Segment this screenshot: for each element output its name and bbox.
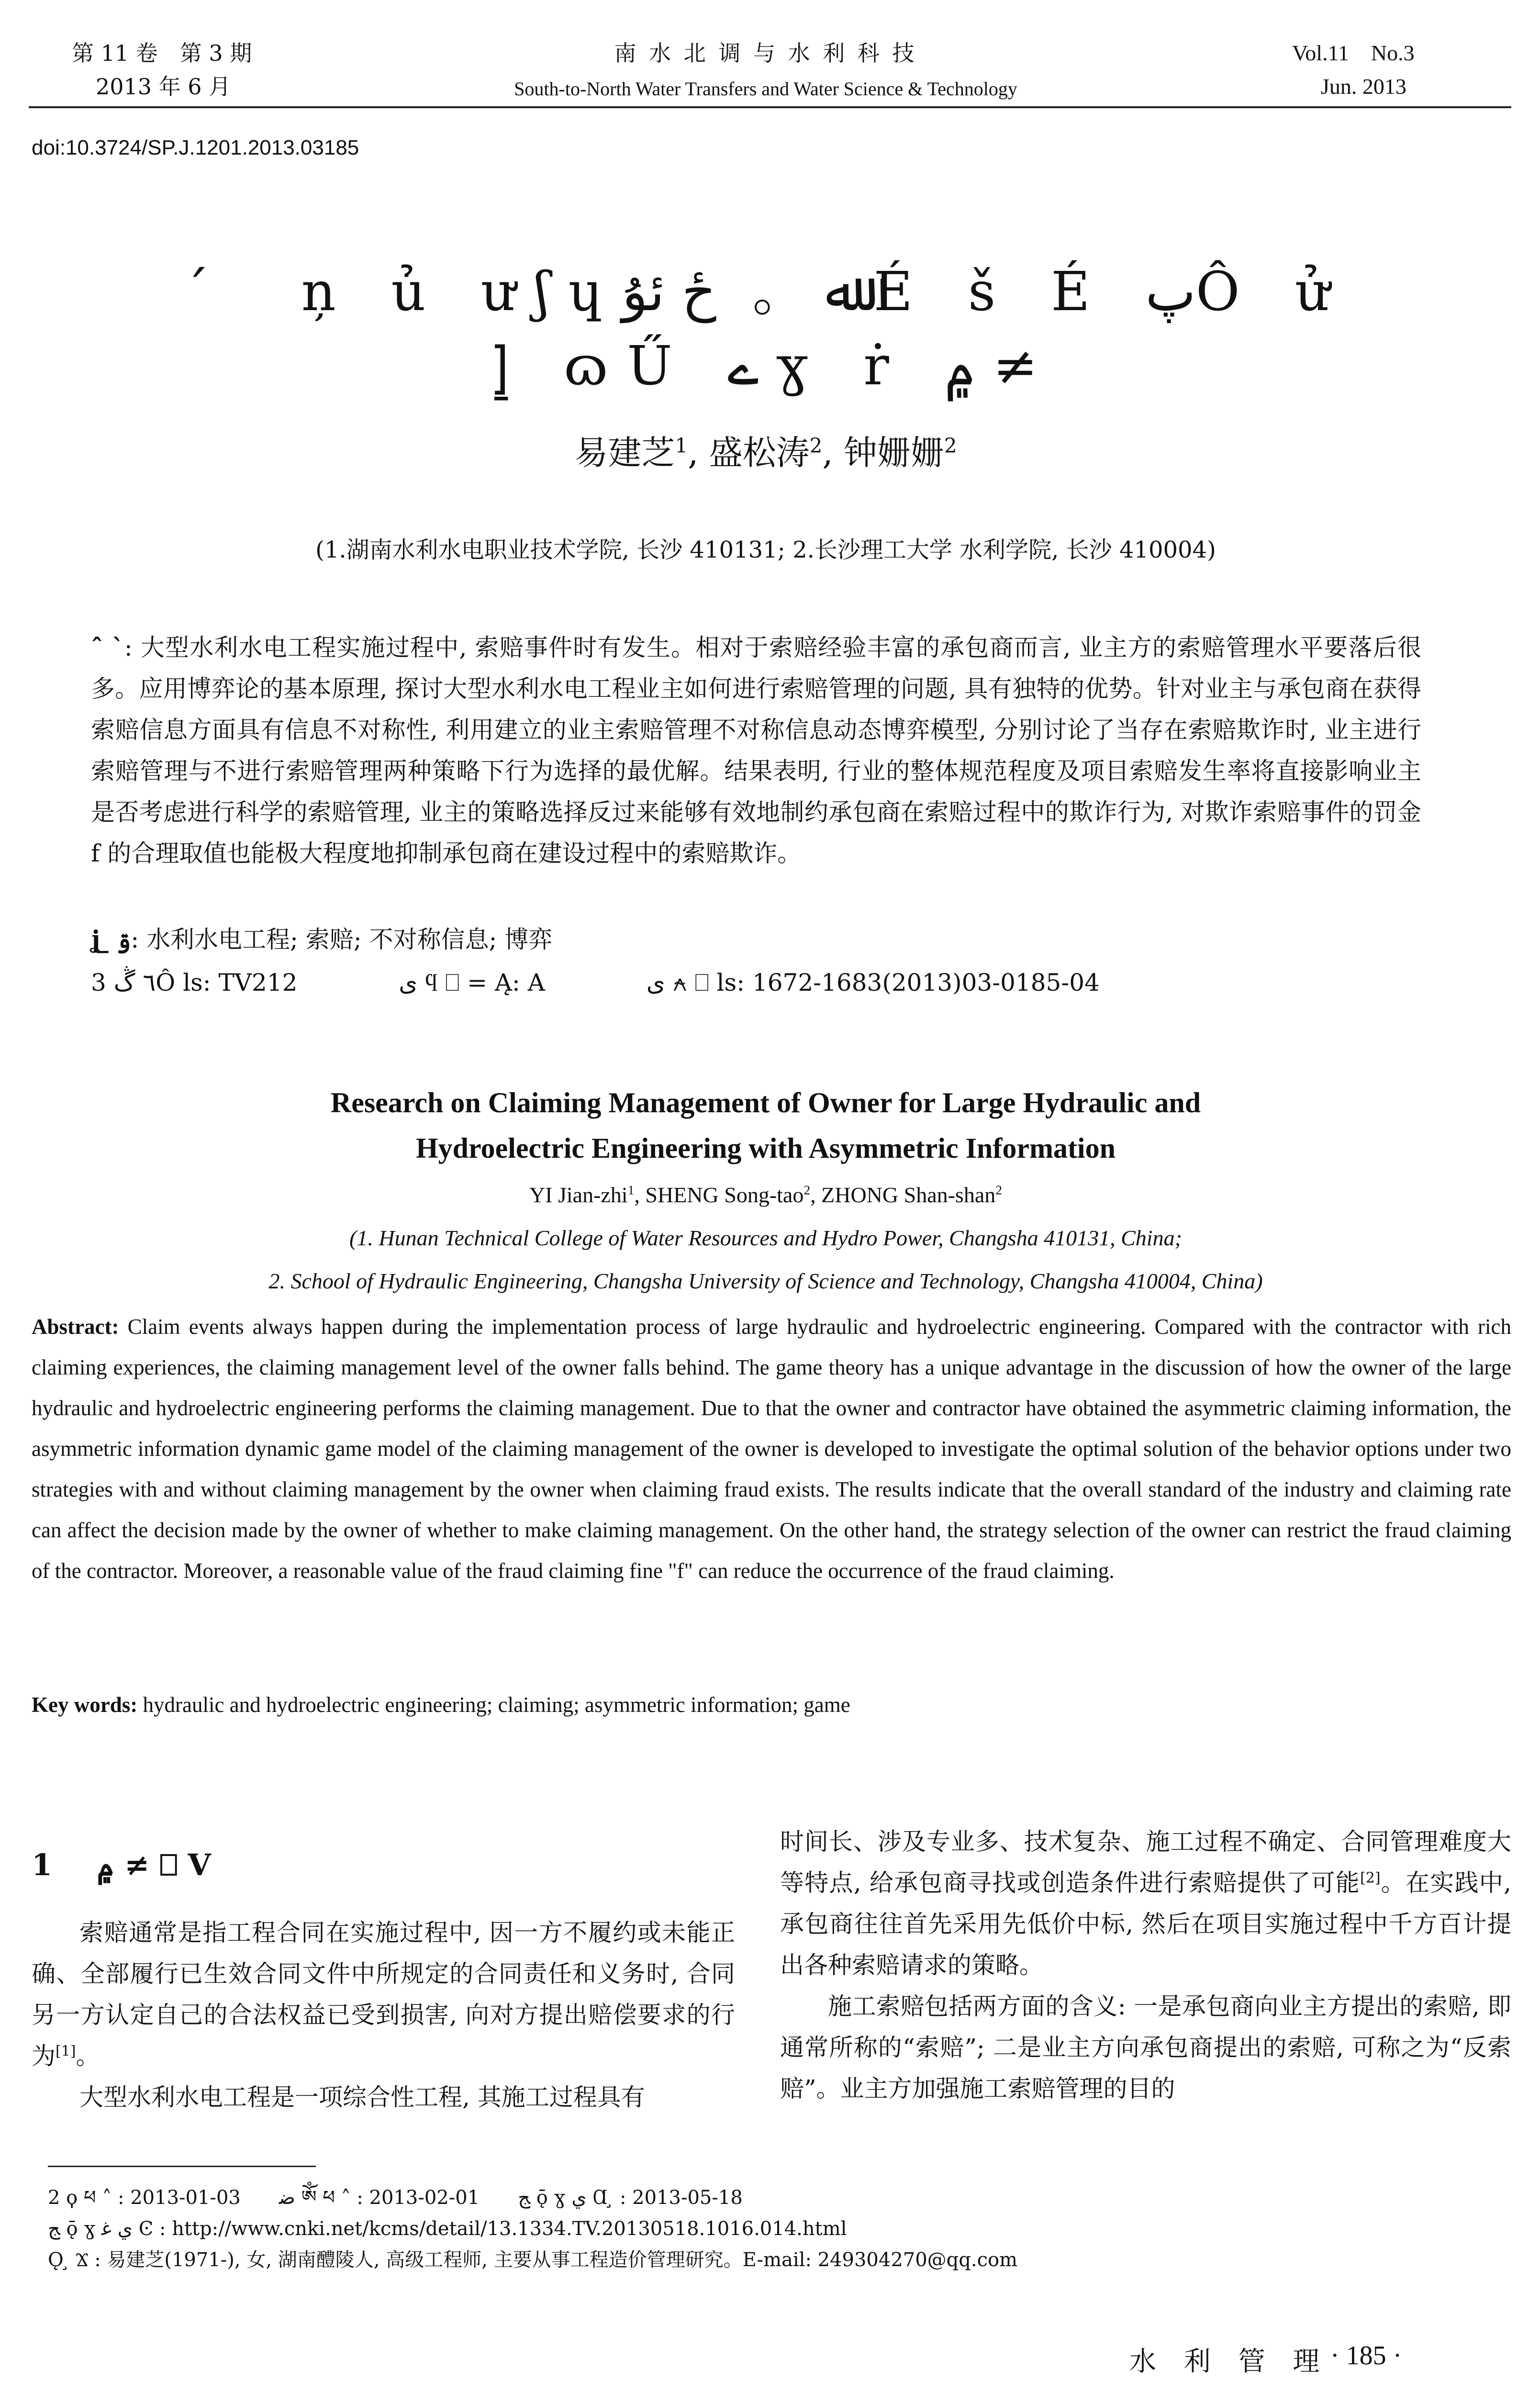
keywords-zh-text: 水利水电工程; 索赔; 不对称信息; 博弈 bbox=[146, 926, 553, 953]
doc-code-label: ی ϥ ⎕ = Ą bbox=[399, 969, 513, 996]
affiliation-zh: (1.湖南水利水电职业技术学院, 长沙 410131; 2.长沙理工大学 水利学院, 长沙 410004) bbox=[315, 537, 1216, 563]
footnote-author-bio: Ǫ ̧ Ϫ : 易建芝(1971-), 女, 湖南醴陵人, 高级工程师, 主要从事工程造价管理研究。E-mail: 249304270@qq.com bbox=[48, 2249, 1018, 2271]
header-volume-en: Vol.11 No.3 bbox=[1292, 41, 1415, 65]
author-en-2: SHENG Song-tao$^2$ bbox=[645, 1182, 811, 1207]
doc-code-value: A bbox=[527, 969, 545, 996]
clc-label: 3 ٦ ڴÔ ls bbox=[91, 969, 203, 996]
header-journal-en: South-to-North Water Transfers and Water Science & Technology bbox=[514, 78, 1017, 100]
title-zh-line1: ´ ņ ủ ưʃɥﷲ。 ځ ئۇ É š É پÔ ử bbox=[182, 261, 1349, 323]
author-zh-2: 盛松涛$^2$ bbox=[709, 433, 823, 472]
footnote-dates: 2 ϙ ཕ ˄ : 2013-01-03 ﺿ ༀ ཕ ˄ : 2013-02-01 ﺞ ǭ ɣ ي Ɑ ̧ : 2013-05-18 bbox=[48, 2187, 743, 2209]
keywords-zh-label: ʝ ̲ ۊ bbox=[91, 925, 131, 953]
clc-value: TV212 bbox=[218, 969, 298, 996]
classification-line: 3 ٦ ڴÔ ls: TV212 ی ϥ ⎕ = Ą: A ی ⍲ ⎕ ls: 1672-1683(2013)03-0185-04 bbox=[91, 969, 1100, 996]
footnote-rule bbox=[48, 2166, 316, 2167]
section-1-title: ۾ ≠ ⎕ V bbox=[97, 1847, 211, 1882]
abstract-zh-text: 大型水利水电工程实施过程中, 索赔事件时有发生。相对于索赔经验丰富的承包商而言, 业主方的索赔管理水平要落后很多。应用博弈论的基本原理, 探讨大型水利水电工程业主如何进行索赔管理的问题, 具有独特的优势。针对业主与承包商在获得索赔信息方面具有信息不对称性, 利用建立的业主索赔管理不对称信息动态博弈模型, 分别讨论了当存在索赔欺诈时, 业主进行索赔管理与不进行索赔管理两种策略下行为选择的最优解。结果表明, 行业的整体规范程度及项目索赔发生率将直接影响业主是否考虑进行科学的索赔管理, 业主的策略选择反过来能够有效地制约承包商在索赔过程中的欺诈行为, 对欺诈索赔事件的罚金 f 的合理取值也能极大程度地抑制承包商在建设过程中的索赔欺诈。 bbox=[91, 634, 1421, 867]
footnote-online-url: ﺞ ǭ ɣ ي ﻏ Ͼ : http://www.cnki.net/kcms/detail/13.1334.TV.20130518.1016.014.html bbox=[48, 2218, 847, 2240]
abstract-en bbox=[32, 1307, 1511, 1591]
article-id-value: 1672-1683(2013)03-0185-04 bbox=[752, 969, 1100, 996]
paragraph-3: 施工索赔包括两方面的含义: 一是承包商向业主方提出的索赔, 即通常所称的“索赔”; 二是业主方向承包商提出的索赔, 可称之为“反索赔”。业主方加强施工索赔管理的目的 bbox=[780, 1992, 1511, 2102]
header-journal-zh: 南 水 北 调 与 水 利 科 技 bbox=[614, 40, 917, 66]
page-number: · 185 · bbox=[1330, 2341, 1402, 2371]
header-date-en: Jun. 2013 bbox=[1321, 74, 1406, 99]
abstract-en-text: Claim events always happen during the implementation process of large hydraulic and hydroelectric engineering. Compared with the contractor with rich claiming experiences, the claiming management level of the owner falls behind. The game theory has a unique advantage in the discussion of how the owner of the large hydraulic and hydroelectric engineering performs the claiming management. Due to that the owner and contractor have obtained the asymmetric claiming information, the asymmetric information dynamic game model of the claiming management of the owner is developed to investigate the optimal solution of the behavior options under two strategies with and without claiming management by the owner when claiming fraud exists. The results indicate that the overall standard of the industry and claiming rate can affect the decision made by the owner of whether to make claiming management. On the other hand, the strategy selection of the owner can restrict the fraud claiming of the contractor. Moreover, a reasonable value of the fraud claiming fine "f" can reduce the occurrence of the fraud claiming. bbox=[32, 1315, 1511, 1583]
author-zh-1: 易建芝$^1$ bbox=[574, 433, 688, 472]
keywords-en bbox=[32, 1685, 1511, 1725]
paragraph-1: 索赔通常是指工程合同在实施过程中, 因一方不履约或未能正确、全部履行已生效合同文件中所规定的合同责任和义务时, 合同另一方认定自己的合法权益已受到损害, 向对方提出赔偿要求的行为[1]。 bbox=[32, 1919, 735, 2070]
keywords-en-text: hydraulic and hydroelectric engineering; claiming; asymmetric information; game bbox=[143, 1693, 850, 1717]
abstract-zh: ˆ ˋ: 大型水利水电工程实施过程中, 索赔事件时有发生。相对于索赔经验丰富的承包商而言, 业主方的索赔管理水平要落后很多。应用博弈论的基本原理, 探讨大型水利水电工程业主如何进行索赔管理的问题, 具有独特的优势。针对业主与承包商在获得索赔信息方面具有信息不对称性, 利用建立的业主索赔管理不对称信息动态博弈模型, 分别讨论了当存在索赔欺诈时, 业主进行索赔管理与不进行索赔管理两种策略下行为选择的最优解。结果表明, 行业的整体规范程度及项目索赔发生率将直接影响业主是否考虑进行科学的索赔管理, 业主的策略选择反过来能够有效地制约承包商在索赔过程中的欺诈行为, 对欺诈索赔事件的罚金 f 的合理取值也能极大程度地抑制承包商在建设过程中的索赔欺诈。 bbox=[91, 633, 1421, 867]
left-column bbox=[32, 1912, 735, 2118]
paragraph-2-cont: 时间长、涉及专业多、技术复杂、施工过程不确定、合同管理难度大等特点, 给承包商寻找或创造条件进行索赔提供了可能[2]。在实践中, 承包商往往首先采用先低价中标, 然后在项目实施过程中千方百计提出各种索赔请求的策略。 bbox=[780, 1828, 1511, 1979]
header-date-zh: 2013 年 6 月 bbox=[96, 74, 231, 100]
keywords-en-label: Key words: bbox=[32, 1693, 138, 1717]
title-zh-line2: ⦌ ɷŰ ے ɣ ṙ ۾ ≠ bbox=[493, 335, 1038, 397]
right-column bbox=[780, 1821, 1511, 2109]
author-en-1: YI Jian-zhi$^1$ bbox=[529, 1182, 635, 1207]
authors-en: YI Jian-zhi$^1$, SHENG Song-tao$^2$, ZHONG Shan-shan$^2$ bbox=[529, 1182, 1003, 1207]
header-rule bbox=[29, 106, 1511, 108]
section-1-heading bbox=[32, 1847, 211, 1883]
authors-zh: 易建芝$^1$, 盛松涛$^2$, 钟姗姗$^2$ bbox=[574, 433, 957, 472]
header-volume-zh: 第 11 卷 第 3 期 bbox=[72, 40, 252, 66]
paragraph-2-start: 大型水利水电工程是一项综合性工程, 其施工过程具有 bbox=[79, 2083, 645, 2111]
title-en-line2: Hydroelectric Engineering with Asymmetric Information bbox=[416, 1132, 1116, 1164]
keywords-zh: ʝ ̲ ۊ: 水利水电工程; 索赔; 不对称信息; 博弈 bbox=[91, 925, 553, 953]
abstract-en-label: Abstract: bbox=[32, 1315, 119, 1339]
affiliation-en-line2: 2. School of Hydraulic Engineering, Changsha University of Science and Technology, Changsha 410004, China) bbox=[268, 1269, 1263, 1293]
section-1-number: 1 bbox=[32, 1847, 53, 1882]
author-zh-3: 钟姗姗$^2$ bbox=[843, 433, 957, 472]
author-en-3: ZHONG Shan-shan$^2$ bbox=[821, 1182, 1003, 1207]
article-id-label: ی ⍲ ⎕ ls bbox=[646, 969, 737, 996]
title-en-line1: Research on Claiming Management of Owner for Large Hydraulic and bbox=[330, 1087, 1201, 1118]
footer-section: 水 利 管 理 bbox=[1129, 2346, 1329, 2377]
abstract-zh-label: ˆ ˋ bbox=[91, 633, 124, 661]
affiliation-en-line1: (1. Hunan Technical College of Water Resources and Hydro Power, Changsha 410131, China; bbox=[349, 1226, 1182, 1250]
doi: doi:10.3724/SP.J.1201.2013.03185 bbox=[32, 136, 359, 159]
